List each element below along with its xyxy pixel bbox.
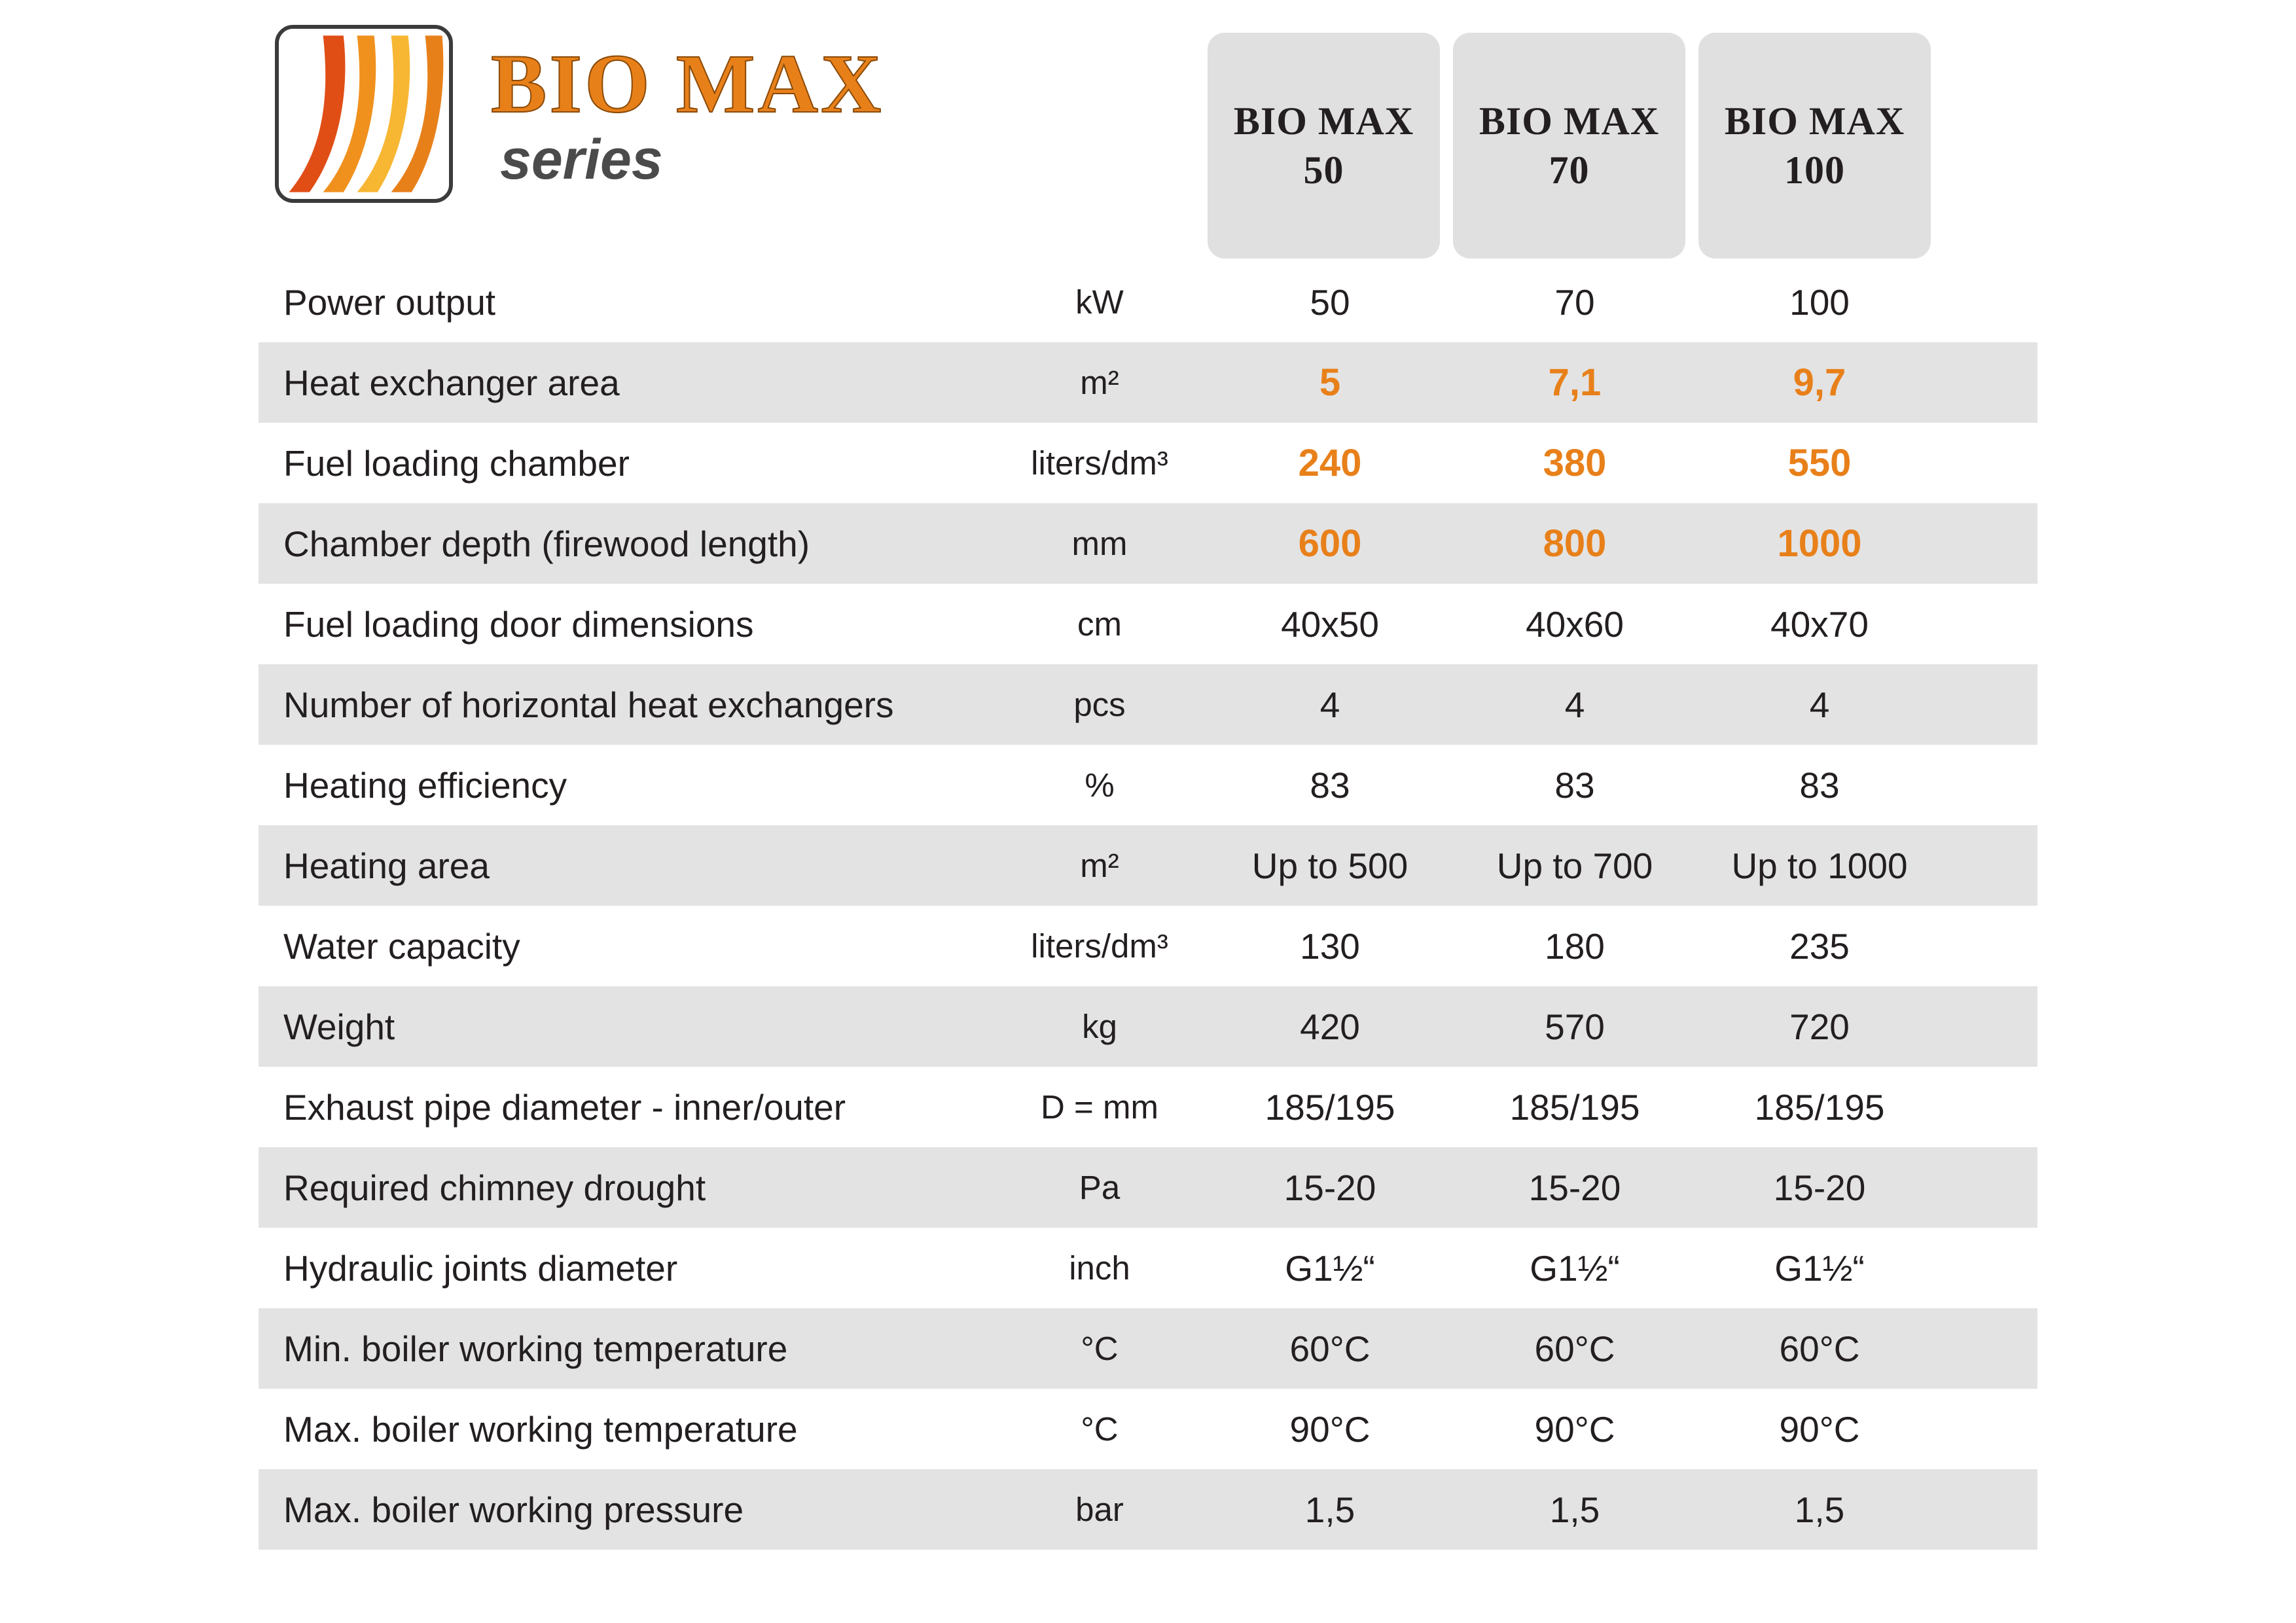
row-unit: mm [1071, 525, 1128, 562]
table-row [259, 1389, 2037, 1469]
table-row [259, 262, 2037, 342]
row-value-50: 130 [1300, 925, 1360, 967]
row-label: Max. boiler working temperature [283, 1408, 798, 1450]
row-value-50: 1,5 [1304, 1489, 1355, 1530]
row-value-100: 40x70 [1770, 603, 1869, 645]
row-value-70: 40x60 [1526, 603, 1624, 645]
row-value-100: 720 [1789, 1006, 1850, 1047]
row-value-50: 50 [1310, 281, 1350, 323]
table-row [259, 906, 2037, 986]
model-card-70-label: BIO MAX 70 [1479, 99, 1660, 192]
model-card-50 [1208, 33, 1440, 259]
row-label: Water capacity [283, 925, 520, 967]
sheet-header [0, 0, 2296, 262]
row-value-70: 185/195 [1509, 1086, 1640, 1128]
row-value-100: 83 [1799, 764, 1840, 806]
model-card-70 [1453, 33, 1685, 259]
row-value-70: 15-20 [1528, 1167, 1621, 1208]
row-unit: m² [1080, 847, 1119, 884]
row-value-70: Up to 700 [1496, 845, 1653, 886]
row-label: Power output [283, 281, 496, 323]
model-card-100-label: BIO MAX 100 [1724, 99, 1905, 192]
row-value-100: Up to 1000 [1731, 845, 1908, 886]
table-row [259, 503, 2037, 584]
row-value-70: 90°C [1534, 1408, 1615, 1450]
row-label: Required chimney drought [283, 1167, 706, 1208]
table-row [259, 584, 2037, 664]
row-value-50: 60°C [1289, 1328, 1371, 1369]
row-label: Fuel loading chamber [283, 442, 630, 484]
row-value-50: 83 [1310, 764, 1350, 806]
row-value-100: 1,5 [1794, 1489, 1845, 1530]
row-unit: % [1085, 766, 1115, 804]
row-value-100: 60°C [1779, 1328, 1860, 1369]
row-value-50: 90°C [1289, 1408, 1371, 1450]
row-label: Chamber depth (firewood length) [283, 523, 810, 564]
specifications-table [0, 262, 2296, 1550]
row-value-50: Up to 500 [1251, 845, 1408, 886]
row-unit: liters/dm³ [1031, 444, 1168, 482]
row-unit: bar [1075, 1491, 1124, 1528]
row-label: Heating area [283, 845, 490, 886]
table-row [259, 745, 2037, 825]
row-value-100: 1000 [1777, 522, 1862, 565]
row-value-100: 15-20 [1773, 1167, 1866, 1208]
row-value-50: 240 [1298, 442, 1362, 484]
row-value-70: 70 [1554, 281, 1595, 323]
row-label: Fuel loading door dimensions [283, 603, 754, 645]
table-row [259, 1469, 2037, 1550]
row-unit: kW [1075, 283, 1124, 321]
row-value-70: 800 [1543, 522, 1607, 565]
model-card-50-label: BIO MAX 50 [1233, 99, 1414, 192]
row-value-100: 90°C [1779, 1408, 1860, 1450]
brand-logo [275, 25, 884, 203]
row-label: Exhaust pipe diameter - inner/outer [283, 1086, 846, 1128]
row-label: Hydraulic joints diameter [283, 1247, 678, 1289]
model-card-100 [1698, 33, 1931, 259]
row-value-50: 5 [1319, 361, 1341, 404]
table-row [259, 1308, 2037, 1389]
row-unit: °C [1081, 1410, 1119, 1448]
row-unit: kg [1082, 1008, 1117, 1045]
row-value-50: 15-20 [1283, 1167, 1376, 1208]
table-row [259, 1228, 2037, 1308]
row-value-50: G1½“ [1285, 1247, 1375, 1289]
table-row [259, 1067, 2037, 1147]
row-unit: inch [1069, 1249, 1130, 1287]
row-unit: D = mm [1041, 1088, 1158, 1126]
row-value-70: 4 [1564, 684, 1585, 725]
row-label: Min. boiler working temperature [283, 1328, 788, 1369]
row-label: Heating efficiency [283, 764, 567, 806]
table-row [259, 664, 2037, 745]
row-value-70: G1½“ [1530, 1247, 1620, 1289]
bio-max-flame-stripes-logo-icon [275, 25, 453, 203]
row-value-100: 185/195 [1754, 1086, 1885, 1128]
row-value-50: 40x50 [1281, 603, 1379, 645]
row-unit: °C [1081, 1330, 1119, 1367]
row-value-70: 83 [1554, 764, 1595, 806]
row-value-50: 600 [1298, 522, 1362, 565]
table-row [259, 342, 2037, 423]
row-value-100: 550 [1787, 442, 1852, 484]
row-value-70: 7,1 [1548, 361, 1602, 404]
row-value-100: 9,7 [1793, 361, 1846, 404]
table-row [259, 825, 2037, 906]
row-unit: liters/dm³ [1031, 927, 1168, 965]
brand-subtitle: series [500, 128, 663, 192]
table-row [259, 986, 2037, 1067]
row-value-100: 4 [1809, 684, 1830, 725]
row-unit: Pa [1079, 1169, 1121, 1206]
row-label: Number of horizontal heat exchangers [283, 684, 894, 725]
row-label: Weight [283, 1006, 395, 1047]
brand-wordmark [491, 37, 884, 192]
row-unit: pcs [1073, 686, 1126, 723]
row-value-70: 1,5 [1549, 1489, 1600, 1530]
row-value-70: 380 [1543, 442, 1607, 484]
row-value-100: G1½“ [1774, 1247, 1865, 1289]
table-row [259, 423, 2037, 503]
row-value-100: 100 [1789, 281, 1850, 323]
model-header-cards [1208, 33, 1931, 259]
row-value-50: 185/195 [1265, 1086, 1395, 1128]
row-value-70: 180 [1545, 925, 1605, 967]
row-unit: cm [1077, 605, 1122, 643]
table-row [259, 1147, 2037, 1228]
row-value-70: 570 [1545, 1006, 1605, 1047]
row-value-50: 420 [1300, 1006, 1360, 1047]
row-value-70: 60°C [1534, 1328, 1615, 1369]
row-label: Max. boiler working pressure [283, 1489, 744, 1530]
row-unit: m² [1080, 364, 1119, 401]
row-value-100: 235 [1789, 925, 1850, 967]
row-label: Heat exchanger area [283, 362, 620, 403]
row-value-50: 4 [1319, 684, 1340, 725]
brand-title: BIO MAX [491, 37, 884, 130]
